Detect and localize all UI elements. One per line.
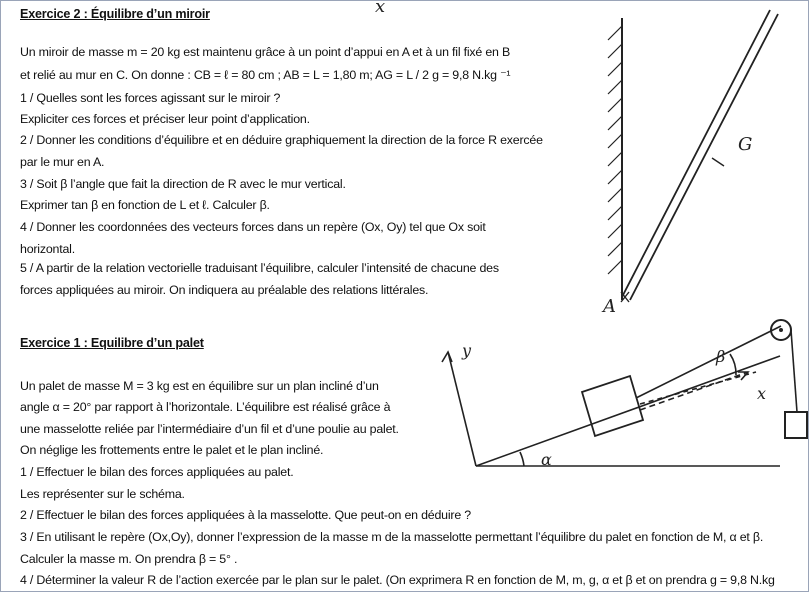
masselotte	[785, 412, 807, 438]
label-g: G	[738, 134, 753, 155]
ex1-line-10: 4 / Déterminer la valeur R de l’action exercée par le plan sur le palet. (On exprimera R en fonction de M, m, g, α et β et on prendra g = 9,8 N.kg	[20, 573, 775, 587]
ex2-line-3: 1 / Quelles sont les forces agissant sur le miroir ?	[20, 91, 281, 105]
y-axis	[448, 352, 476, 466]
ex2-line-4: Expliciter ces forces et préciser leur point d’application.	[20, 112, 310, 126]
ex2-line-5: 2 / Donner les conditions d’équilibre et en déduire graphiquement la direction de la force R exercée	[20, 133, 543, 147]
ex1-line-7: 2 / Effectuer le bilan des forces appliquées à la masselotte. Que peut-on en déduire ?	[20, 508, 471, 522]
ex2-line-11: 5 / A partir de la relation vectorielle traduisant l’équilibre, calculer l’intensité de chacune des	[20, 261, 499, 275]
ex2-line-1: Un miroir de masse m = 20 kg est maintenu grâce à un point d’appui en A et à un fil fixé en B	[20, 45, 511, 59]
ex1-line-5: 1 / Effectuer le bilan des forces appliquées au palet.	[20, 465, 294, 479]
x-axis	[640, 372, 748, 410]
ex1-line-2: angle α = 20° par rapport à l’horizontale. L’équilibre est réalisé grâce à	[20, 400, 391, 414]
ex1-line-8: 3 / En utilisant le repère (Ox,Oy), donner l’expression de la masse m de la masselotte permettant l’équilibre du palet en fonction de M, α et β.	[20, 530, 764, 544]
label-a: A	[603, 296, 616, 317]
ex2-line-6: par le mur en A.	[20, 155, 105, 169]
hanging-thread	[791, 330, 797, 412]
ex1-line-3: une masselotte reliée par l’intermédiaire d’un fil et d’une poulie au palet.	[20, 422, 399, 436]
ex1-line-9: Calculer la masse m. On prendra β = 5° .	[20, 552, 238, 566]
ex2-line-9: 4 / Donner les coordonnées des vecteurs forces dans un repère (Ox, Oy) tel que Ox soit	[20, 220, 486, 234]
label-x-top: x	[375, 0, 386, 17]
ex2-line-7: 3 / Soit β l’angle que fait la direction de R avec le mur vertical.	[20, 177, 346, 191]
ex2-line-12: forces appliquées au miroir. On indiquera au préalable des relations littérales.	[20, 283, 429, 297]
ex1-line-1: Un palet de masse M = 3 kg est en équilibre sur un plan incliné d’un	[20, 379, 379, 393]
exercise-1-title: Exercice 1 : Equilibre d’un palet	[20, 336, 204, 350]
inclined-plane	[476, 356, 780, 466]
label-beta: β	[716, 347, 726, 366]
label-alpha: α	[541, 450, 552, 469]
exercise-2-title: Exercice 2 : Équilibre d’un miroir	[20, 7, 210, 21]
palet	[582, 376, 643, 436]
label-x: x	[757, 384, 767, 403]
ex1-line-6: Les représenter sur le schéma.	[20, 487, 185, 501]
alpha-arc	[520, 452, 524, 466]
ex2-line-2: et relié au mur en C. On donne : CB = ℓ = 80 cm ; AB = L = 1,80 m; AG = L / 2 g = 9,8 N.kg ⁻¹	[20, 68, 511, 82]
ex2-line-8: Exprimer tan β en fonction de L et ℓ. Calculer β.	[20, 198, 270, 212]
label-y: y	[462, 341, 472, 360]
ex2-line-10: horizontal.	[20, 242, 75, 256]
ex1-line-4: On néglige les frottements entre le palet et le plan incliné.	[20, 443, 324, 457]
